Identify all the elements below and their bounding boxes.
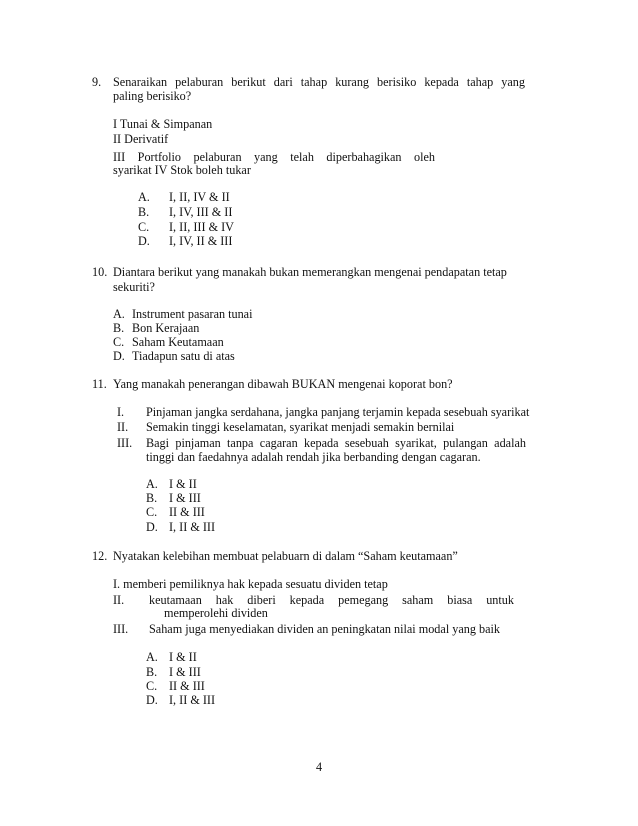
word: biasa [447, 593, 473, 607]
option-text: I, II, III & IV [169, 220, 234, 234]
word: kepada [304, 436, 339, 450]
option-letter: C. [138, 220, 150, 234]
statement-text-cont: tinggi dan faedahnya adalah rendah jika berbanding dengan cagaran. [146, 450, 481, 464]
word: cagaran [259, 436, 298, 450]
word: pinjaman [175, 436, 221, 450]
list-item [113, 150, 435, 164]
option-letter: B. [146, 665, 158, 679]
word: Portfolio [137, 150, 182, 164]
option-text: Saham Keutamaan [132, 335, 224, 349]
word: yang [254, 150, 278, 164]
option-text: I & II [169, 650, 197, 664]
question-stem-cont: paling berisiko? [113, 89, 192, 103]
word: kepada [424, 75, 459, 89]
list-item: I Tunai & Simpanan [113, 117, 213, 131]
option-text: Bon Kerajaan [132, 321, 200, 335]
option-text: I, IV, II & III [169, 234, 233, 248]
roman-numeral: III. [117, 436, 133, 450]
word: berisiko [377, 75, 417, 89]
statement-text-cont: memperolehi dividen [164, 606, 268, 620]
question-stem: Yang manakah penerangan dibawah BUKAN mengenai koporat bon? [113, 377, 453, 391]
word: untuk [486, 593, 514, 607]
option-letter: B. [113, 321, 125, 335]
statement-text: Saham juga menyediakan dividen an peningkatan nilai modal yang baik [149, 622, 500, 636]
word: telah [290, 150, 314, 164]
option-letter: A. [113, 307, 125, 321]
list-item: II Derivatif [113, 132, 169, 146]
question-stem-cont: sekuriti? [113, 280, 155, 294]
question-stem: Nyatakan kelebihan membuat pelabuarn di dalam “Saham keutamaan” [113, 549, 458, 563]
option-letter: A. [138, 190, 150, 204]
roman-numeral: II. [113, 593, 125, 607]
word: pelaburan [193, 150, 242, 164]
option-text: I & II [169, 477, 197, 491]
option-letter: A. [146, 650, 158, 664]
option-letter: A. [146, 477, 158, 491]
statement-justified [149, 593, 514, 607]
statement-text [149, 593, 514, 607]
word: keutamaan [149, 593, 202, 607]
page-number: 4 [315, 760, 323, 774]
option-text: I, IV, III & II [169, 205, 233, 219]
option-text: I, II, IV & II [169, 190, 230, 204]
statement-justified [146, 436, 526, 450]
roman-numeral: III. [113, 622, 129, 636]
option-letter: D. [146, 520, 158, 534]
question-number: 11. [92, 377, 107, 391]
word: Senaraikan [113, 75, 168, 89]
option-text: I & III [169, 665, 201, 679]
roman-numeral: II. [117, 420, 129, 434]
word: adalah [494, 436, 526, 450]
word: saham [402, 593, 434, 607]
question-stem [113, 75, 525, 89]
option-text: I & III [169, 491, 201, 505]
option-letter: C. [113, 335, 125, 349]
option-letter: C. [146, 679, 158, 693]
word: berikut [231, 75, 266, 89]
option-text: I, II & III [169, 520, 216, 534]
word: pelaburan [175, 75, 224, 89]
word: yang [501, 75, 525, 89]
word: kepada [289, 593, 325, 607]
word: dari [273, 75, 293, 89]
option-letter: D. [113, 349, 125, 363]
word: pulangan [443, 436, 488, 450]
option-letter: C. [146, 505, 158, 519]
statement-text: Semakin tinggi keselamatan, syarikat menjadi semakin bernilai [146, 420, 455, 434]
question-stem: Diantara berikut yang manakah bukan memerangkan mengenai pendapatan tetap [113, 265, 507, 279]
statement-text [146, 436, 526, 450]
question-number: 9. [92, 75, 102, 89]
word: tahap [466, 75, 494, 89]
option-letter: B. [146, 491, 158, 505]
option-text: Instrument pasaran tunai [132, 307, 253, 321]
word: III [113, 150, 126, 164]
option-text: II & III [169, 505, 205, 519]
option-text: Tiadapun satu di atas [132, 349, 235, 363]
word: sesebuah [344, 436, 389, 450]
word: diperbahagikan [326, 150, 402, 164]
word: diberi [247, 593, 276, 607]
word: Bagi [146, 436, 170, 450]
list-item-justified [113, 150, 435, 164]
stem-justified [113, 75, 525, 89]
option-letter: D. [146, 693, 158, 707]
list-item: syarikat IV Stok boleh tukar [113, 163, 251, 177]
question-number: 12. [92, 549, 108, 563]
statement-text: I. memberi pemiliknya hak kepada sesuatu dividen tetap [113, 577, 388, 591]
option-letter: D. [138, 234, 150, 248]
word: hak [215, 593, 234, 607]
word: oleh [414, 150, 435, 164]
statement-text: Pinjaman jangka serdahana, jangka panjang terjamin kepada sesebuah syarikat [146, 405, 530, 419]
word: kurang [335, 75, 370, 89]
roman-numeral: I. [117, 405, 125, 419]
word: pemegang [338, 593, 389, 607]
option-letter: B. [138, 205, 150, 219]
word: tanpa [227, 436, 254, 450]
word: syarikat, [395, 436, 437, 450]
option-text: II & III [169, 679, 205, 693]
option-text: I, II & III [169, 693, 216, 707]
word: tahap [300, 75, 328, 89]
question-number: 10. [92, 265, 108, 279]
